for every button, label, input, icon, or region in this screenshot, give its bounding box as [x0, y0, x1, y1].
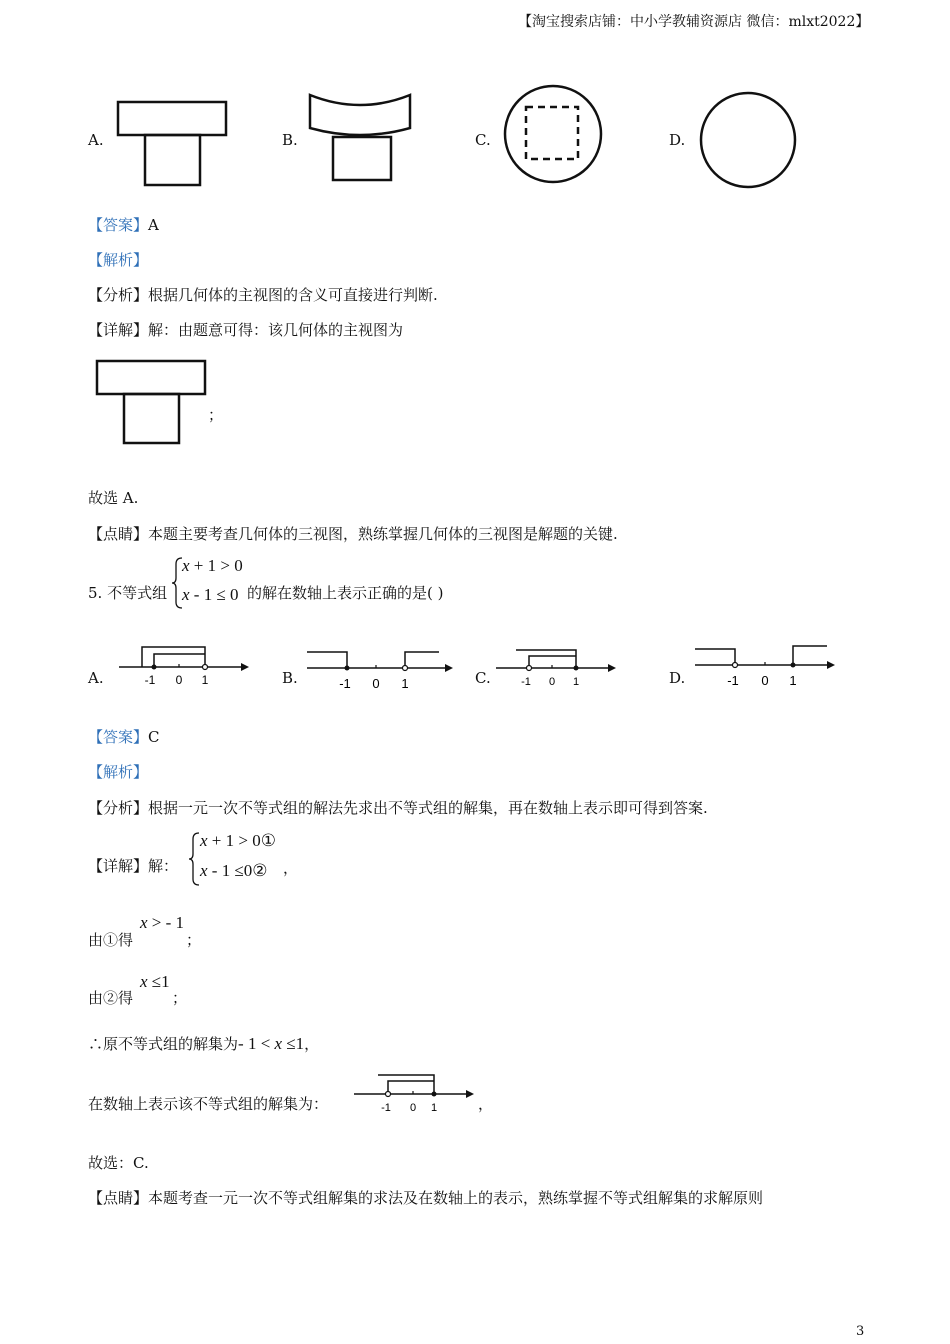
q4-answer-line [88, 215, 159, 235]
q5-detail-line [88, 856, 178, 876]
q5-step1-var: x [140, 913, 148, 932]
q5-sol-label-neg1: -1 [381, 1102, 391, 1114]
q4-figure-semicolon: ； [208, 406, 224, 424]
q5-solution-line [88, 1034, 319, 1054]
q5-fenxi-text: 根据一元一次不等式组的解法先求出不等式组的解集，再在数轴上表示即可得到答案. [148, 799, 708, 817]
q4-comment-tag: 【点睛】 [88, 525, 149, 543]
q4-answer-value: A [148, 216, 159, 234]
q5-system-eq1 [200, 831, 276, 851]
q4-option-a-label: A. [88, 131, 104, 149]
q4-d-circle [701, 93, 795, 187]
q5-a-label-neg1: -1 [144, 673, 156, 687]
q5-answer-line [88, 727, 160, 747]
q5-ineq2-rest: - 1 ≤ 0 [189, 585, 239, 604]
q4-a-bottom-rect [145, 135, 200, 185]
q5-a-label-0: 0 [175, 673, 183, 687]
q5-step2-var: x [140, 972, 148, 991]
q5-ineq1-rest: + 1 > 0 [189, 556, 243, 575]
q4-option-b-label: B. [282, 131, 298, 149]
q4-fenxi-line [88, 285, 438, 305]
q4-detail-text: 解：由题意可得：该几何体的主视图为 [148, 321, 404, 339]
q4-option-d-figure [695, 88, 803, 192]
q5-option-d-numberline [693, 640, 838, 690]
q5-answer-tag: 【答案】 [88, 728, 149, 746]
q5-comment-text: 本题考查一元一次不等式组解集的求法及在数轴上的表示，熟练掌握不等式组解集的求解原则 [148, 1189, 764, 1207]
q5-comment-tag: 【点睛】 [88, 1189, 149, 1207]
q5-solution-right: ≤1 [282, 1034, 305, 1053]
q5-detail-prefix: 解： [148, 857, 179, 875]
q5-sys1-rest: + 1 > 0① [207, 831, 276, 850]
q5-solution-text: 原不等式组的解集为 [103, 1035, 239, 1053]
q5-solution-left: - 1 < [238, 1034, 275, 1053]
q5-b-label-0: 0 [372, 676, 380, 691]
q4-b-bottom-rect [333, 137, 391, 180]
q5-ineq2-var: x [182, 585, 190, 604]
q5-system-eq2 [200, 861, 268, 881]
q5-fenxi-tag: 【分析】 [88, 799, 149, 817]
q5-c-label-0: 0 [548, 676, 556, 688]
q5-option-c-numberline [494, 644, 619, 690]
q5-c-label-1: 1 [572, 676, 580, 688]
q5-step2-end: ； [172, 989, 188, 1007]
q4-front-top-rect [97, 361, 205, 394]
q5-detail-tag: 【详解】 [88, 857, 149, 875]
q5-option-c-label: C. [475, 669, 491, 687]
q4-comment-line [88, 524, 618, 544]
q5-solution-var: x [274, 1034, 283, 1053]
q4-option-a-figure [112, 96, 232, 191]
q5-comment-line [88, 1188, 763, 1208]
q4-front-view-figure [92, 356, 212, 448]
q5-d-label-0: 0 [761, 673, 769, 688]
q5-sol-label-0: 0 [409, 1102, 417, 1114]
q5-a-label-1: 1 [201, 673, 209, 687]
q5-option-a-label: A. [88, 669, 104, 687]
q5-analysis-tag: 【解析】 [88, 763, 149, 781]
q4-fenxi-tag: 【分析】 [88, 286, 149, 304]
q4-analysis-tag: 【解析】 [88, 251, 149, 269]
q5-ineq1 [182, 556, 243, 576]
q5-step2-rest: ≤1 [147, 972, 170, 991]
q4-front-bottom-rect [124, 394, 179, 443]
q4-c-dashed-square [526, 107, 578, 159]
q4-option-c-figure [500, 82, 606, 188]
q5-solution-end: ， [304, 1035, 320, 1053]
q4-b-curved-top [310, 95, 410, 135]
q5-step1-expr [140, 913, 184, 933]
q4-comment-text: 本题主要考查几何体的三视图，熟练掌握几何体的三视图是解题的关键. [148, 525, 618, 543]
q4-option-d-label: D. [669, 131, 686, 149]
q4-answer-tag: 【答案】 [88, 216, 149, 234]
q5-step2-expr [140, 972, 170, 992]
q5-system-comma: ， [283, 859, 299, 877]
q5-number: 5. 不等式组 [88, 584, 168, 602]
q5-option-b-numberline [305, 644, 455, 694]
page-header: 【淘宝搜索店铺：中小学教辅资源店 微信：mlxt2022】 [518, 14, 870, 30]
q5-b-label-1: 1 [401, 676, 409, 691]
q4-detail-tag: 【详解】 [88, 321, 149, 339]
q4-conclusion: 故选 A. [88, 489, 139, 507]
q4-a-top-rect [118, 102, 226, 135]
q5-step1-rest: > - 1 [147, 913, 185, 932]
q5-step1-prefix: 由①得 [88, 931, 134, 949]
q5-detail-brace [187, 831, 201, 887]
q5-b-label-neg1: -1 [339, 676, 351, 691]
q5-axis-end: ， [478, 1095, 494, 1113]
q5-d-label-neg1: -1 [727, 673, 739, 688]
q4-detail-line [88, 320, 403, 340]
q5-sys2-var: x [200, 861, 208, 880]
q5-option-a-numberline [115, 640, 250, 690]
q5-ineq1-var: x [182, 556, 190, 575]
q4-option-b-figure [305, 90, 415, 185]
therefore-symbol: ∴ [88, 1035, 104, 1053]
q5-answer-value: C [148, 728, 160, 746]
q5-axis-text: 在数轴上表示该不等式组的解集为： [88, 1095, 329, 1113]
q5-solution-numberline [352, 1070, 478, 1116]
q5-sys1-var: x [200, 831, 208, 850]
q5-d-label-1: 1 [789, 673, 797, 688]
q5-step1-end: ； [186, 931, 202, 949]
page-number: 3 [856, 1324, 865, 1339]
q4-c-circle [505, 86, 601, 182]
q4-fenxi-text: 根据几何体的主视图的含义可直接进行判断. [148, 286, 438, 304]
q5-question-tail: 的解在数轴上表示正确的是( ) [247, 584, 444, 602]
q5-sys2-rest: - 1 ≤0② [207, 861, 268, 880]
q5-fenxi-line [88, 798, 708, 818]
q5-option-b-label: B. [282, 669, 298, 687]
q5-ineq2 [182, 585, 239, 605]
q5-option-d-label: D. [669, 669, 686, 687]
q5-c-label-neg1: -1 [521, 676, 531, 688]
q5-sol-label-1: 1 [430, 1102, 438, 1114]
q5-step2-prefix: 由②得 [88, 989, 134, 1007]
q5-conclusion: 故选：C. [88, 1154, 149, 1172]
q4-option-c-label: C. [475, 131, 491, 149]
